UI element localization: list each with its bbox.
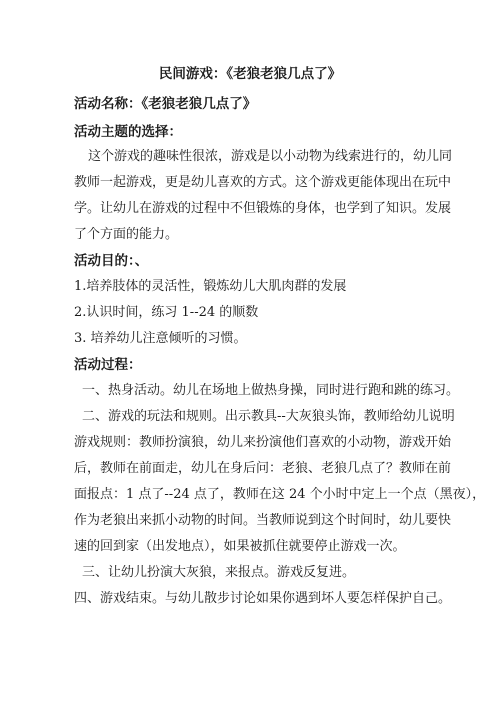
document-title: 民间游戏：《老狼老狼几点了》 xyxy=(158,66,342,82)
theme-line-2: 教师一起游戏，更是幼儿喜欢的方式。这个游戏更能体现出在玩中 xyxy=(74,175,452,190)
process-heading: 活动过程： xyxy=(74,357,142,373)
goal-item-1: 1.培养肢体的灵活性，锻炼幼儿大肌肉群的发展 xyxy=(74,279,347,294)
process-line-9: 四、游戏结束。与幼儿散步讨论如果你遇到坏人要怎样保护自己。 xyxy=(74,591,452,606)
goal-item-2: 2.认识时间，练习 1--24 的顺数 xyxy=(74,305,259,320)
goals-heading: 活动目的：、 xyxy=(74,253,149,269)
process-line-3: 游戏规则：教师扮演狼，幼儿来扮演他们喜欢的小动物，游戏开始 xyxy=(74,435,452,450)
theme-line-4: 了个方面的能力。 xyxy=(74,227,179,242)
theme-heading: 活动主题的选择： xyxy=(74,124,182,140)
theme-line-1: 这个游戏的趣味性很浓，游戏是以小动物为线索进行的，幼儿同 xyxy=(88,149,453,164)
activity-name-heading: 活动名称：《老狼老狼几点了》 xyxy=(74,96,257,112)
goal-item-3: 3. 培养幼儿注意倾听的习惯。 xyxy=(74,331,247,346)
theme-line-3: 学。让幼儿在游戏的过程中不但锻炼的身体，也学到了知识。发展 xyxy=(74,201,452,216)
process-line-2: 二、游戏的玩法和规则。出示教具--大灰狼头饰，教师给幼儿说明 xyxy=(82,409,455,424)
process-line-6: 作为老狼出来抓小动物的时间。当教师说到这个时间时，幼儿要快 xyxy=(74,513,452,528)
process-line-8: 三、让幼儿扮演大灰狼，来报点。游戏反复进。 xyxy=(82,565,356,580)
process-line-7: 速的回到家（出发地点），如果被抓住就要停止游戏一次。 xyxy=(74,539,406,554)
process-line-4: 后，教师在前面走，幼儿在身后问：老狼、老狼几点了？教师在前 xyxy=(74,461,452,476)
process-line-1: 一、热身活动。幼儿在场地上做热身操，同时进行跑和跳的练习。 xyxy=(82,383,460,398)
process-line-5: 面报点：1 点了--24 点了，教师在这 24 个小时中定上一个点（黑夜）， xyxy=(74,487,486,502)
